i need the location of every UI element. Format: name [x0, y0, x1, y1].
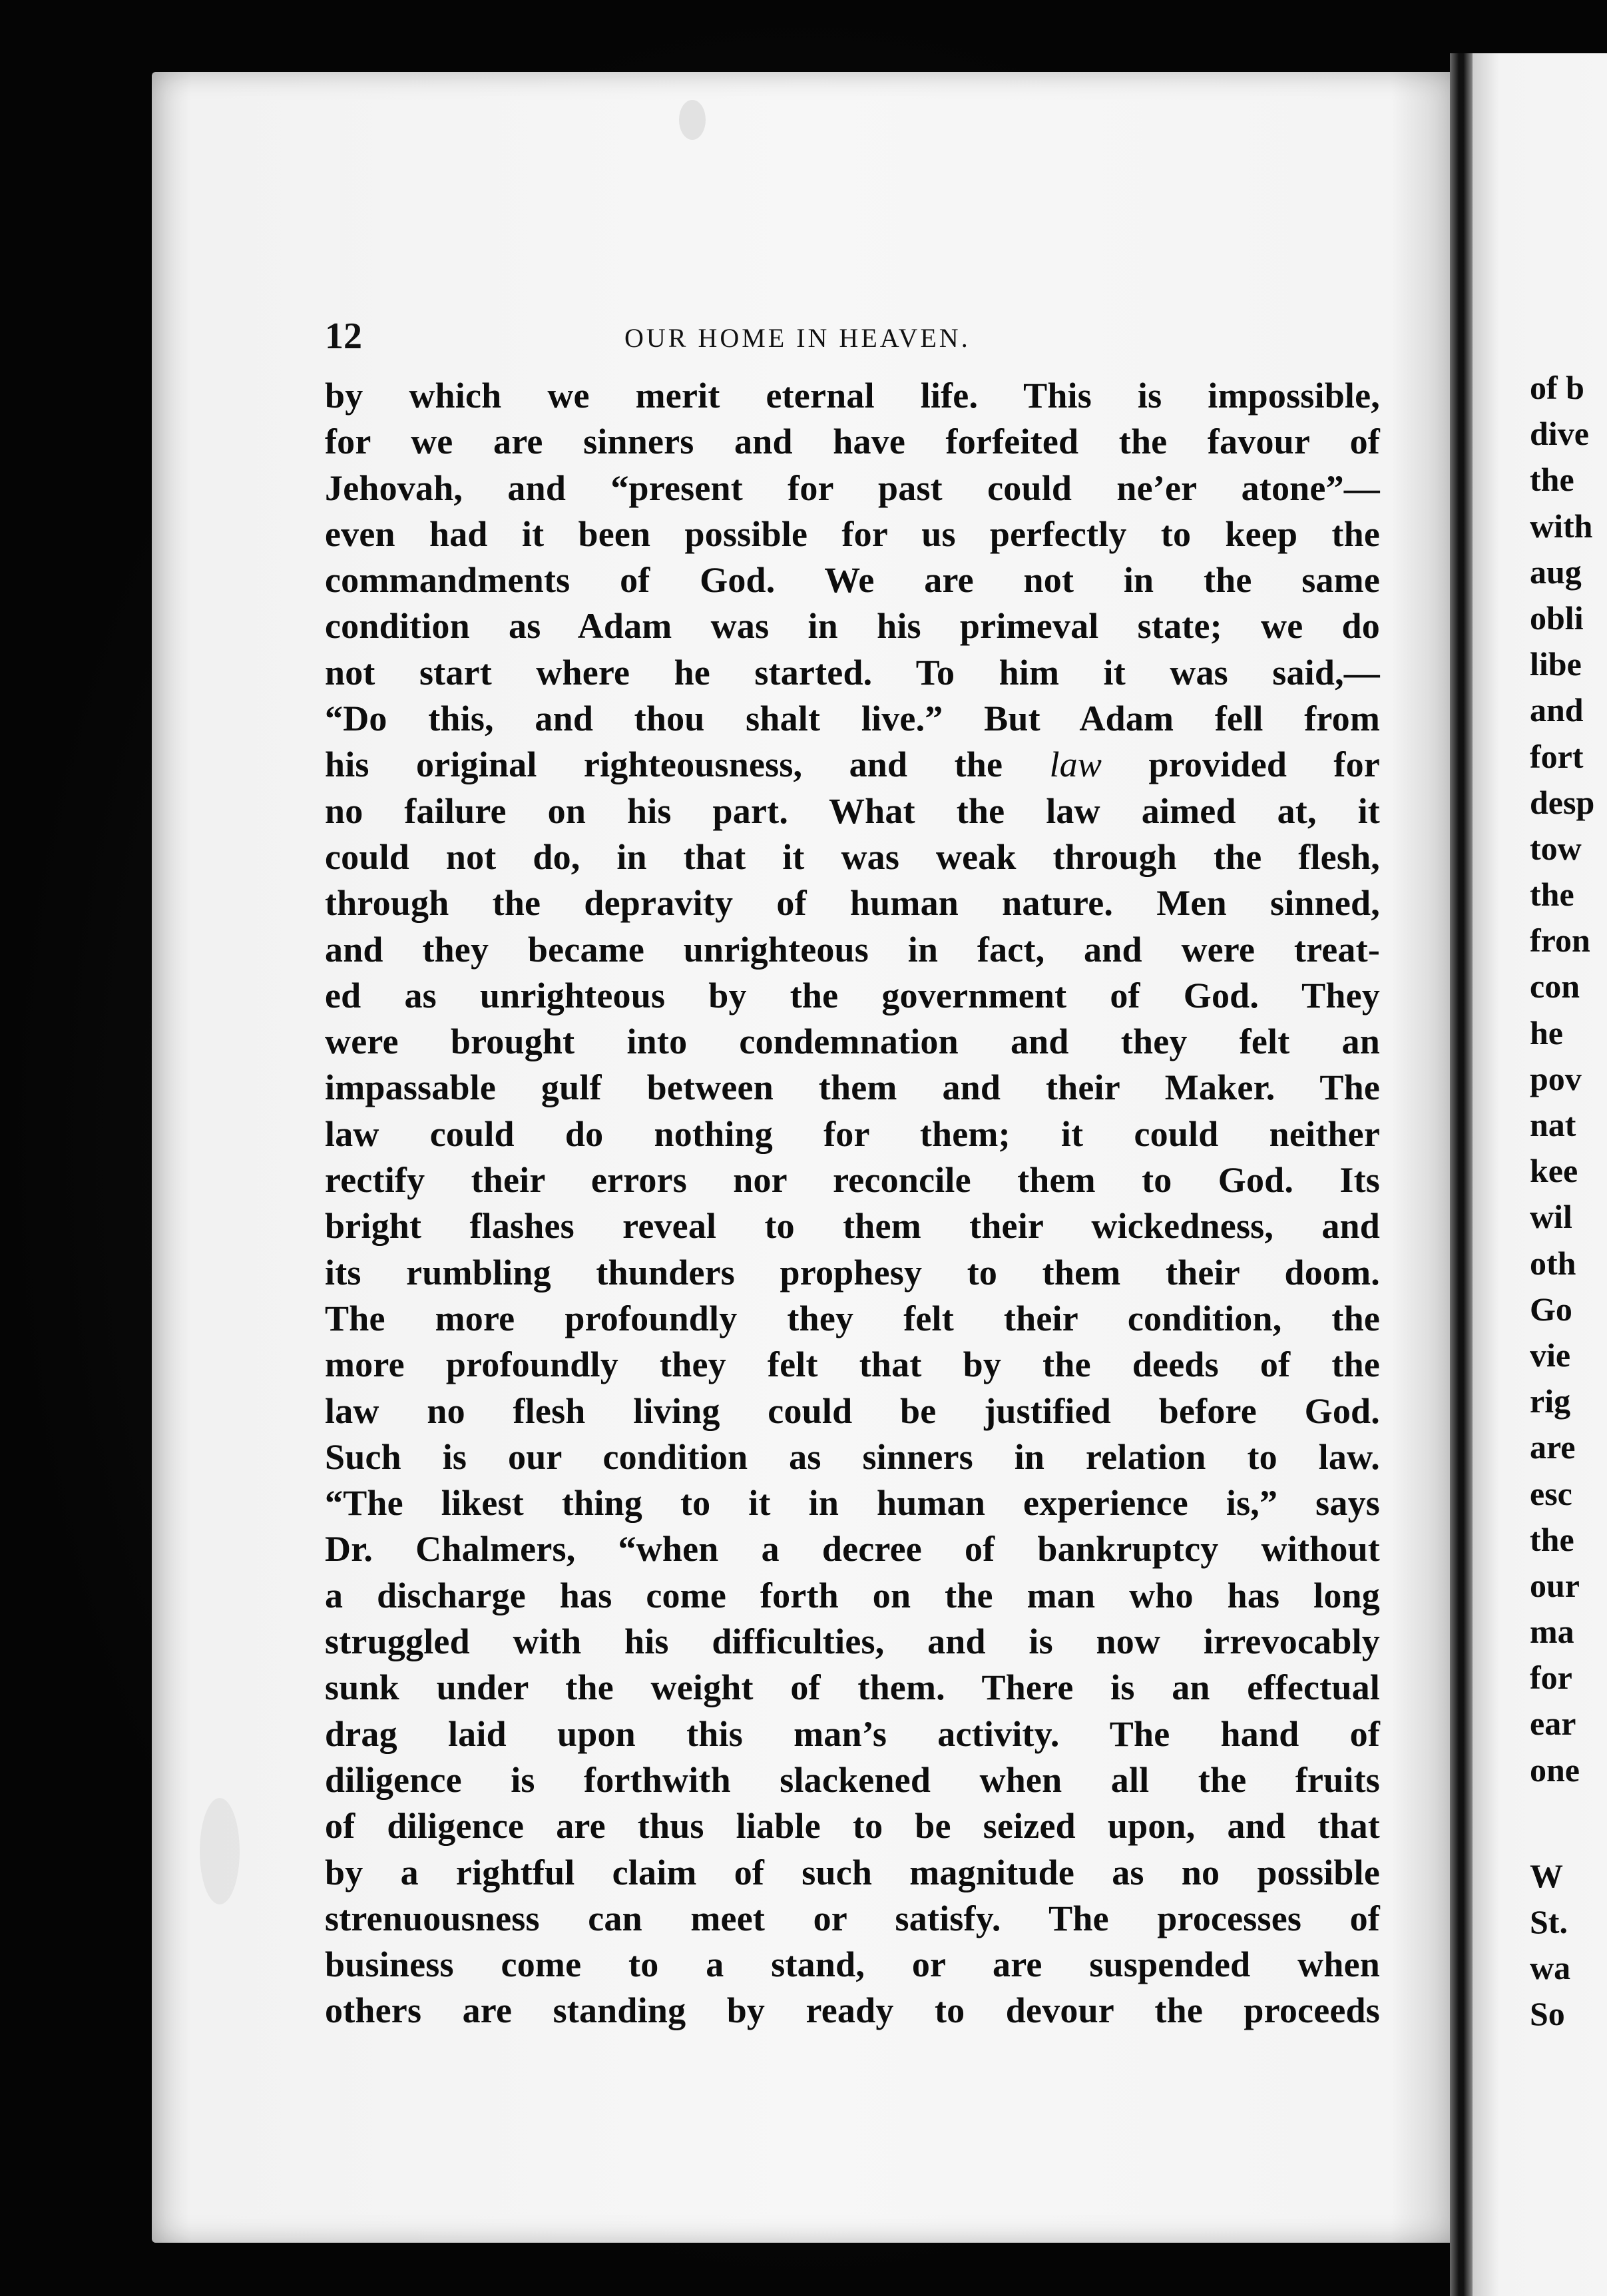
text-line: diligence is forthwith slackened when all the fruits [325, 1759, 1380, 1800]
right-page-fragment: desp [1530, 783, 1595, 821]
body-text [325, 373, 1380, 2034]
text-line: were brought into condemnation and they felt an [325, 1021, 1380, 1062]
right-page-fragment: Go [1530, 1290, 1572, 1328]
right-page-fragment: obli [1530, 599, 1584, 637]
text-line: and they became unrighteous in fact, and were treat- [325, 929, 1380, 970]
right-page-fragment: rig [1530, 1382, 1571, 1420]
text-line: no failure on his part. What the law aimed at, it [325, 790, 1380, 831]
right-page-fragment: tow [1530, 829, 1582, 867]
text-line: impassable gulf between them and their Maker. The [325, 1067, 1380, 1108]
right-page-fragment: dive [1530, 415, 1589, 453]
text-line: through the depravity of human nature. Men sinned, [325, 883, 1380, 924]
text-line: of diligence are thus liable to be seized upon, and that [325, 1806, 1380, 1847]
right-page-fragment: the [1530, 876, 1574, 914]
right-page-fragment: fron [1530, 922, 1590, 960]
right-page-text [1530, 365, 1607, 2038]
right-page-fragment: the [1530, 1520, 1574, 1558]
right-page-fragment: for [1530, 1659, 1572, 1697]
text-line: law no flesh living could be justified before God. [325, 1390, 1380, 1431]
right-page-fragment: vie [1530, 1336, 1571, 1374]
text-line: his original righteousness, and the law provided for [325, 744, 1380, 785]
right-page-fragment: and [1530, 691, 1584, 729]
text-line: rectify their errors nor reconcile them to God. Its [325, 1160, 1380, 1201]
text-line: law could do nothing for them; it could neither [325, 1113, 1380, 1154]
text-line: Jehovah, and “present for past could ne’er atone”— [325, 467, 1380, 508]
text-line: even had it been possible for us perfectly to keep the [325, 513, 1380, 554]
right-page-fragment: fort [1530, 737, 1584, 775]
right-page-fragment: con [1530, 968, 1580, 1005]
right-page-fragment: St. [1530, 1903, 1568, 1940]
right-page-fragment: kee [1530, 1152, 1578, 1190]
right-page-fragment: our [1530, 1566, 1580, 1604]
right-page-fragment: esc [1530, 1474, 1572, 1512]
right-page-fragment: one [1530, 1751, 1580, 1789]
right-page-fragment: pov [1530, 1059, 1582, 1097]
page-gutter [1450, 53, 1473, 2296]
text-line: more profoundly they felt that by the deeds of the [325, 1344, 1380, 1385]
text-line: a discharge has come forth on the man who has long [325, 1575, 1380, 1615]
text-line: Dr. Chalmers, “when a decree of bankruptcy without [325, 1529, 1380, 1570]
page-number: 12 [325, 316, 362, 357]
paragraph-gap [1530, 1793, 1607, 1853]
right-page-fragment: of b [1530, 369, 1584, 406]
right-page-fragment: So [1530, 1995, 1565, 2033]
text-line: sunk under the weight of them. There is an effectual [325, 1667, 1380, 1708]
text-line: by which we merit eternal life. This is impossible, [325, 376, 1380, 416]
text-line: ed as unrighteous by the government of God. They [325, 975, 1380, 1015]
text-line: bright flashes reveal to them their wickedness, and [325, 1206, 1380, 1247]
right-page-fragment: with [1530, 507, 1593, 545]
text-line: business come to a stand, or are suspended when [325, 1944, 1380, 1985]
text-line: “The likest thing to it in human experience is,” says [325, 1483, 1380, 1524]
text-line: others are standing by ready to devour the proceeds [325, 1990, 1380, 2031]
right-page-fragment: wa [1530, 1949, 1571, 1987]
text-line: strenuousness can meet or satisfy. The processes of [325, 1898, 1380, 1938]
right-page-fragment: aug [1530, 553, 1582, 591]
text-line: Such is our condition as sinners in relation to law. [325, 1436, 1380, 1477]
right-page-fragment: the [1530, 461, 1574, 499]
text-line: commandments of God. We are not in the same [325, 560, 1380, 601]
right-page-fragment: he [1530, 1013, 1563, 1051]
text-line: drag laid upon this man’s activity. The hand of [325, 1713, 1380, 1754]
right-page-fragment: ear [1530, 1705, 1576, 1743]
running-head: OUR HOME IN HEAVEN. [624, 323, 971, 353]
text-line: for we are sinners and have forfeited the favour of [325, 422, 1380, 462]
text-line: condition as Adam was in his primeval state; we do [325, 606, 1380, 647]
text-line: its rumbling thunders prophesy to them their doom. [325, 1252, 1380, 1292]
right-page-fragment: nat [1530, 1106, 1576, 1143]
ink-smudge [679, 100, 706, 140]
text-line: by a rightful claim of such magnitude as no possible [325, 1852, 1380, 1892]
page-header [325, 313, 1383, 360]
right-page-fragment: are [1530, 1428, 1576, 1466]
right-page-fragment: oth [1530, 1244, 1576, 1282]
right-page-fragment: W [1530, 1857, 1563, 1894]
right-page-fragment: wil [1530, 1198, 1572, 1236]
right-page-fragment: ma [1530, 1613, 1574, 1651]
text-line: The more profoundly they felt their condition, the [325, 1298, 1380, 1338]
ink-smudge [200, 1798, 240, 1904]
text-line: not start where he started. To him it was said,— [325, 652, 1380, 693]
text-line: could not do, in that it was weak through the flesh, [325, 836, 1380, 877]
text-line: struggled with his difficulties, and is now irrevocably [325, 1621, 1380, 1662]
text-line: “Do this, and thou shalt live.” But Adam fell from [325, 699, 1380, 739]
right-page-fragment: libe [1530, 645, 1582, 683]
